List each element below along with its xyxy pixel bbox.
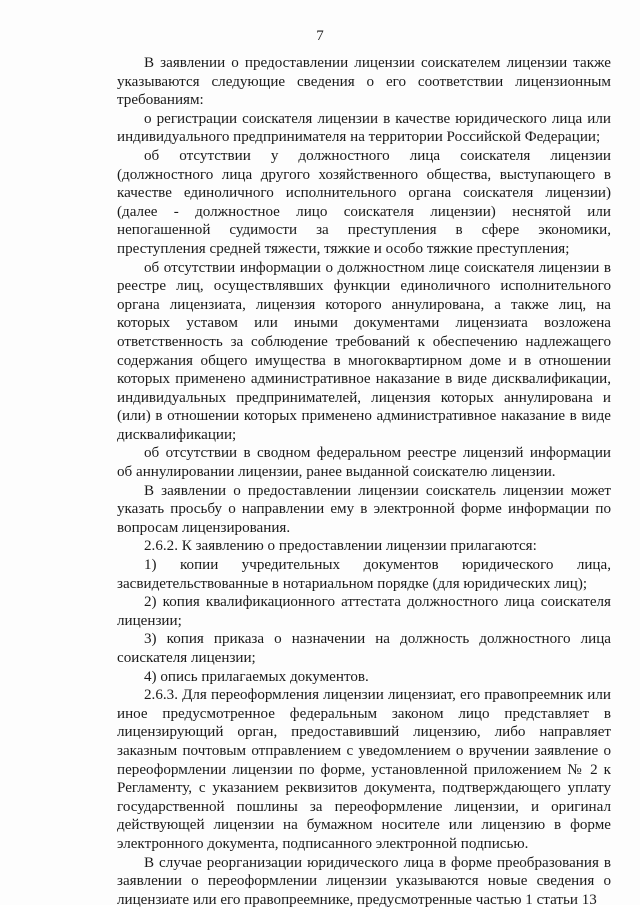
paragraph-reorganization: В случае реорганизации юридического лица в форме преобразования в заявлении о переоформлении лицензии указываются новые сведения о лицензиате или его правопреемнике, предусмотренные частью 1 статьи 13 [117,854,611,908]
paragraph-no-registry-info: об отсутствии информации о должностном лице соискателя лицензии в реестре лиц, осуществлявших функции единоличного исполнительного органа лицензиата, лицензия которого аннулирована, а также лиц, на которых уставом или иными документами лицензиата возложена ответственность за соблюдение требований к обеспечению надлежащего содержания общего имущества в многоквартирном доме и в отношении которых применено административное наказание в виде дисквалификации, индивидуальных предпринимателей, лицензия которых аннулирована и (или) в отношении которых применено административное наказание в виде дисквалификации; [117,259,611,443]
document-body [117,54,611,909]
page-number: 7 [316,28,324,44]
list-item-3: 3) копия приказа о назначении на должность должностного лица соискателя лицензии; [117,631,611,666]
list-item-1: 1) копии учредительных документов юридического лица, засвидетельствованные в нотариальном порядке (для юридических лиц); [117,557,611,592]
paragraph-no-criminal-record: об отсутствии у должностного лица соискателя лицензии (должностного лица другого хозяйственного общества, выступающего в качестве единоличного исполнительного органа соискателя лицензии) (далее - должностное лицо соискателя лицензии) неснятой или непогашенной судимости за преступления в сфере экономики, преступления средней тяжести, тяжкие и особо тяжкие преступления; [117,147,611,257]
list-item-4: 4) опись прилагаемых документов. [144,668,369,685]
paragraph-intro: В заявлении о предоставлении лицензии соискателем лицензии также указываются следующие сведения о его соответствии лицензионным требованиям: [117,55,611,109]
list-item-2: 2) копия квалификационного аттестата должностного лица соискателя лицензии; [117,594,611,629]
paragraph-no-annulment: об отсутствии в сводном федеральном реестре лицензий информации об аннулировании лицензии, ранее выданной соискателю лицензии. [117,445,611,481]
paragraph-electronic-request: В заявлении о предоставлении лицензии соискатель лицензии может указать просьбу о направлении ему в электронной форме информации по вопросам лицензирования. [117,482,611,536]
section-2-6-3: 2.6.3. Для переоформления лицензии лицензиат, его правопреемник или иное предусмотренное федеральным законом лицо представляет в лицензирующий орган, предоставивший лицензию, либо направляет заказным почтовым отправлением с уведомлением о вручении заявление о переоформлении лицензии по форме, установленной приложением № 2 к Регламенту, с указанием реквизитов документа, подтверждающего уплату государственной пошлины за переоформление лицензии, и оригинал действующей лицензии на бумажном носителе или лицензию в форме электронного документа, подписанного электронной подписью. [117,687,611,852]
section-2-6-2-heading: 2.6.2. К заявлению о предоставлении лицензии прилагаются: [144,538,537,555]
paragraph-registration: о регистрации соискателя лицензии в качестве юридического лица или индивидуального предпринимателя на территории Российской Федерации; [117,110,611,146]
